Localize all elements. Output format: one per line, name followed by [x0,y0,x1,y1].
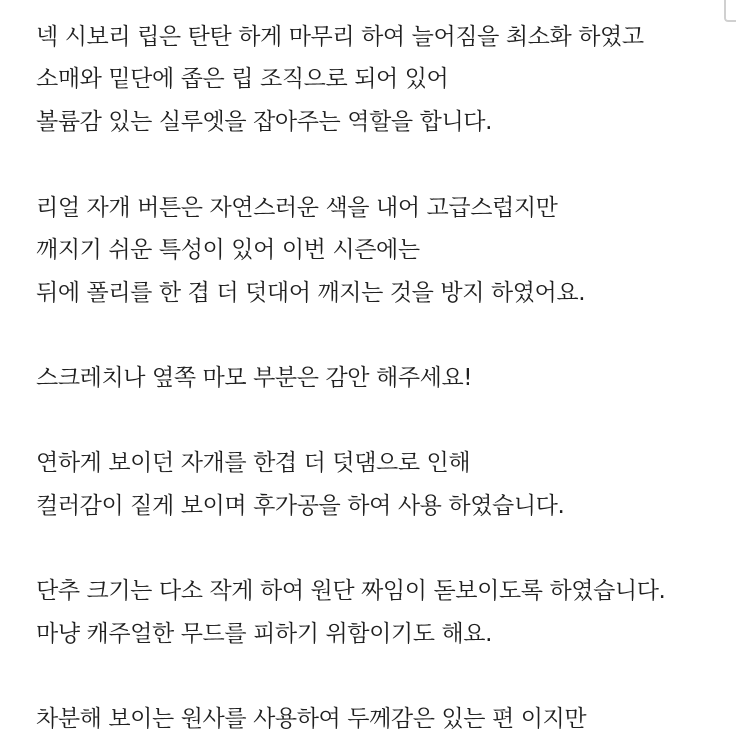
scroll-edge-indicator [724,0,736,22]
text-line: 소매와 밑단에 좁은 립 조직으로 되어 있어 [36,66,449,92]
text-line: 넥 시보리 립은 탄탄 하게 마무리 하여 늘어짐을 최소화 하였고 [36,24,644,50]
text-line: 컬러감이 짙게 보이며 후가공을 하여 사용 하였습니다. [36,493,565,519]
text-line: 단추 크기는 다소 작게 하여 원단 짜임이 돋보이도록 하였습니다. [36,578,666,604]
text-line: 볼륨감 있는 실루엣을 잡아주는 역할을 합니다. [36,109,493,135]
text-line: 뒤에 폴리를 한 겹 더 덧대어 깨지는 것을 방지 하였어요. [36,280,586,306]
text-line: 리얼 자개 버튼은 자연스러운 색을 내어 고급스럽지만 [36,195,558,221]
text-line: 연하게 보이던 자개를 한겹 더 덧댐으로 인해 [36,450,471,476]
text-line: 차분해 보이는 원사를 사용하여 두께감은 있는 편 이지만 [36,706,587,732]
text-line: 마냥 캐주얼한 무드를 피하기 위함이기도 해요. [36,621,493,647]
text-line: 깨지기 쉬운 특성이 있어 이번 시즌에는 [36,237,420,263]
text-line: 스크레치나 옆쪽 마모 부분은 감안 해주세요! [36,365,473,391]
